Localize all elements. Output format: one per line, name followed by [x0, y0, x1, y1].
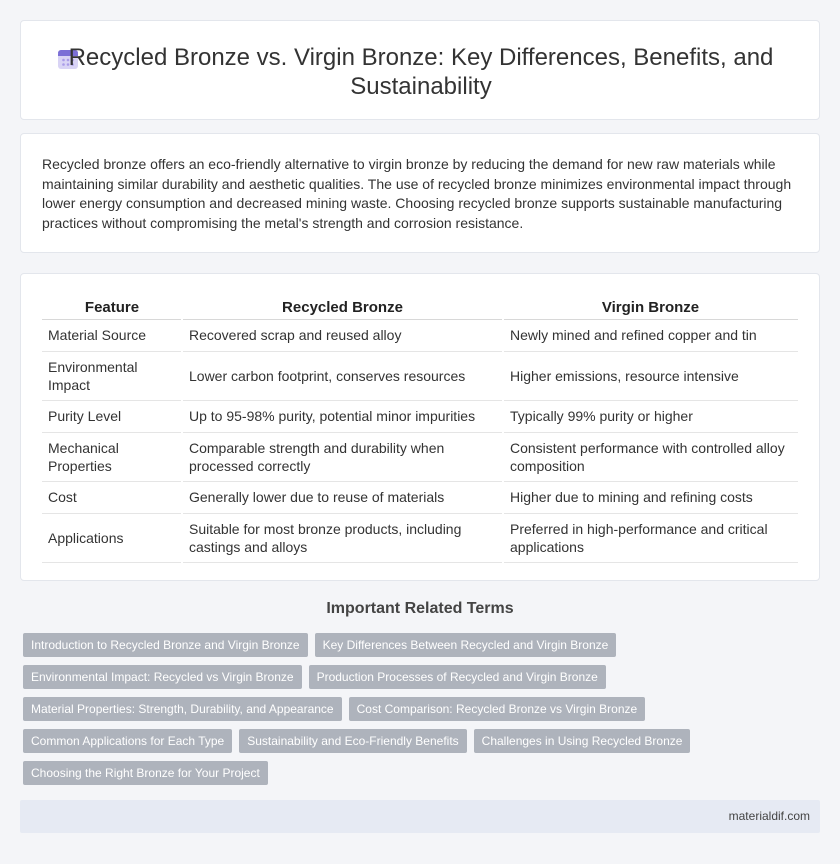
header-recycled-bronze: Recycled Bronze [182, 297, 503, 319]
table-row [42, 319, 798, 351]
header-virgin-bronze: Virgin Bronze [503, 297, 798, 319]
table-row [42, 432, 798, 481]
virgin-cell: Higher emissions, resource intensive [503, 351, 798, 400]
related-term-tag[interactable]: Key Differences Between Recycled and Virgin Bronze [315, 633, 617, 657]
feature-cell: Material Source [42, 319, 182, 351]
related-term-tag[interactable]: Production Processes of Recycled and Virgin Bronze [309, 665, 606, 689]
table-row [42, 351, 798, 400]
comparison-table [42, 297, 798, 563]
footer [20, 800, 820, 833]
feature-cell: Mechanical Properties [42, 432, 182, 481]
virgin-cell: Preferred in high-performance and critical applications [503, 513, 798, 562]
recycled-cell: Up to 95-98% purity, potential minor impurities [182, 400, 503, 432]
page-title: Recycled Bronze vs. Virgin Bronze: Key Differences, Benefits, and Sustainability [68, 44, 774, 100]
recycled-cell: Lower carbon footprint, conserves resources [182, 351, 503, 400]
header-feature: Feature [42, 297, 182, 319]
feature-cell: Cost [42, 481, 182, 513]
related-term-tag[interactable]: Environmental Impact: Recycled vs Virgin Bronze [23, 665, 302, 689]
virgin-cell: Newly mined and refined copper and tin [503, 319, 798, 351]
related-terms-title: Important Related Terms [326, 600, 514, 617]
feature-cell: Purity Level [42, 400, 182, 432]
footer-site-link[interactable]: materialdif.com [728, 809, 810, 823]
table-row [42, 481, 798, 513]
related-terms-list [23, 633, 823, 793]
feature-cell: Applications [42, 513, 182, 562]
related-term-tag[interactable]: Challenges in Using Recycled Bronze [474, 729, 691, 753]
related-term-tag[interactable]: Choosing the Right Bronze for Your Project [23, 761, 268, 785]
related-term-tag[interactable]: Sustainability and Eco-Friendly Benefits [239, 729, 466, 753]
feature-cell: Environmental Impact [42, 351, 182, 400]
table-header-row [42, 297, 798, 319]
intro-card [20, 133, 820, 253]
header-card [20, 20, 820, 120]
related-term-tag[interactable]: Cost Comparison: Recycled Bronze vs Virgin Bronze [349, 697, 646, 721]
related-term-tag[interactable]: Introduction to Recycled Bronze and Virgin Bronze [23, 633, 308, 657]
related-term-tag[interactable]: Material Properties: Strength, Durability, and Appearance [23, 697, 342, 721]
table-row [42, 400, 798, 432]
recycled-cell: Generally lower due to reuse of materials [182, 481, 503, 513]
related-term-tag[interactable]: Common Applications for Each Type [23, 729, 232, 753]
table-row [42, 513, 798, 562]
comparison-card [20, 273, 820, 581]
recycled-cell: Recovered scrap and reused alloy [182, 319, 503, 351]
virgin-cell: Typically 99% purity or higher [503, 400, 798, 432]
virgin-cell: Consistent performance with controlled alloy composition [503, 432, 798, 481]
recycled-cell: Comparable strength and durability when processed correctly [182, 432, 503, 481]
recycled-cell: Suitable for most bronze products, including castings and alloys [182, 513, 503, 562]
intro-paragraph: Recycled bronze offers an eco-friendly alternative to virgin bronze by reducing the demand for new raw materials while maintaining similar durability and aesthetic qualities. The use of recycled bronze minimizes environmental impact through lower energy consumption and decreased mining waste. Choosing recycled bronze supports sustainable manufacturing practices without compromising the metal's strength and corrosion resistance. [42, 156, 792, 231]
virgin-cell: Higher due to mining and refining costs [503, 481, 798, 513]
